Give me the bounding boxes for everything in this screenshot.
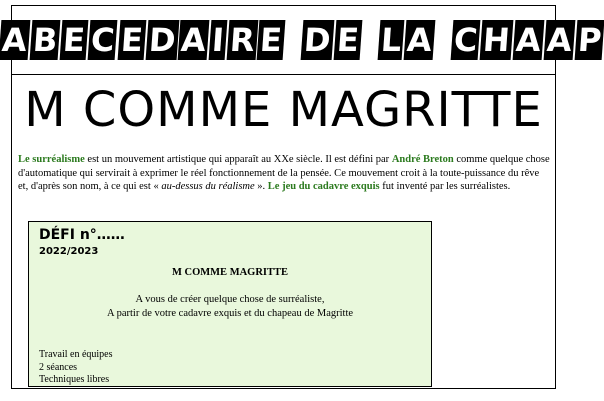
banner-letter: E: [117, 20, 146, 60]
defi-instructions: [29, 293, 431, 320]
banner-title: [0, 20, 603, 60]
banner-letter: R: [226, 20, 257, 60]
defi-line-2: A partir de votre cadavre exquis et du chapeau de Magritte: [106, 307, 354, 319]
banner-letter: L: [377, 20, 404, 60]
banner-letter: A: [543, 20, 575, 60]
banner-letter: I: [208, 20, 227, 60]
breton-name: André Breton: [391, 154, 454, 165]
page-title: M COMME MAGRITTE: [24, 82, 543, 138]
banner-letter: E: [333, 20, 362, 60]
defi-line-1: A vous de créer quelque chose de surréaliste,: [135, 294, 325, 305]
defi-detail: Travail en équipes: [39, 349, 113, 360]
intro-text-1: est un mouvement artistique qui apparaît au XXe siècle. Il est défini par: [84, 154, 392, 165]
banner-letter: A: [0, 20, 30, 60]
defi-box: [28, 221, 432, 387]
banner-letter: C: [450, 20, 480, 60]
banner-letter: [434, 20, 451, 60]
banner-letter: D: [145, 20, 178, 60]
banner: [0, 6, 603, 75]
intro-text-2: comme quelque chose d'automatique qui servirait à exprimer le réel fonctionnement de la pensée. Ce mouvement croit à la toute-puissance du rêve et, d'après son nom, à ce qui est «: [18, 154, 550, 192]
defi-year: 2022/2023: [39, 246, 99, 257]
banner-letter: P: [574, 20, 604, 60]
banner-letter: C: [88, 20, 118, 60]
cadavre-exquis-term: Le jeu du cadavre exquis: [267, 181, 380, 192]
banner-letter: E: [60, 20, 89, 60]
banner-letter: E: [257, 20, 286, 60]
intro-text-3: ».: [254, 181, 268, 192]
banner-letter: [285, 20, 302, 60]
defi-details: [39, 349, 113, 387]
banner-letter: H: [480, 20, 514, 60]
au-dessus-phrase: au-dessus du réalisme: [161, 181, 255, 192]
defi-title: DÉFI n°……: [39, 227, 125, 243]
page-frame: [0, 5, 603, 389]
banner-letter: A: [404, 20, 436, 60]
banner-letter: [361, 20, 378, 60]
intro-text-4: fut inventé par les surréalistes.: [379, 181, 511, 192]
intro-paragraph: [18, 153, 550, 194]
defi-detail: 2 séances: [39, 361, 78, 373]
defi-detail: Techniques libres: [39, 374, 110, 385]
defi-heading: M COMME MAGRITTE: [171, 267, 289, 278]
banner-letter: B: [30, 20, 61, 60]
banner-letter: A: [513, 20, 545, 60]
banner-letter: D: [301, 20, 334, 60]
banner-letter: A: [178, 20, 210, 60]
surrealisme-term: Le surréalisme: [18, 154, 85, 165]
